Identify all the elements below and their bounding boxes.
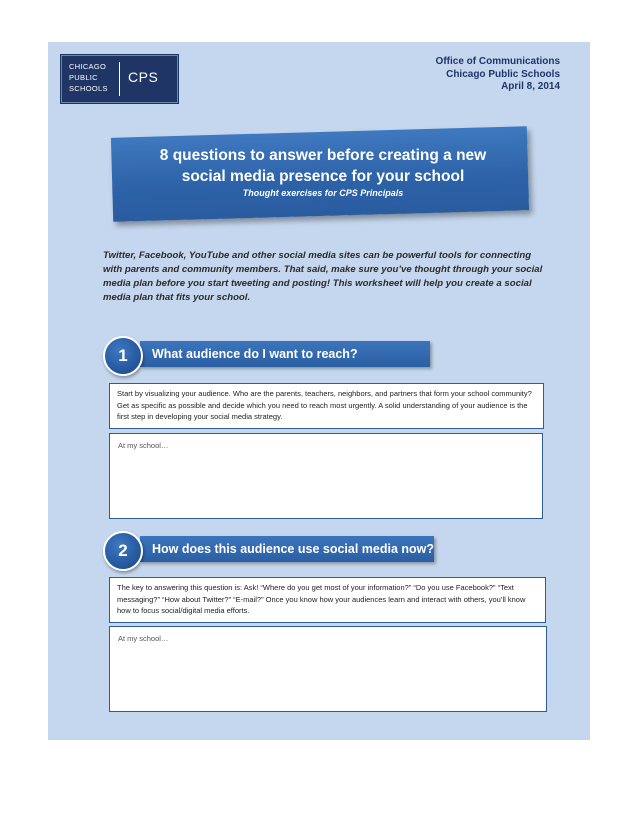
office-name: Office of Communications [435, 56, 560, 67]
org-name: Chicago Public Schools [446, 68, 560, 80]
page-subtitle: Thought exercises for CPS Principals [242, 188, 404, 198]
question-2-number-badge: 2 [103, 531, 143, 571]
question-2-answer-box[interactable] [109, 626, 547, 712]
question-2-answer-placeholder: At my school… [118, 634, 169, 643]
title-banner-text [118, 145, 528, 198]
page-title-line-1: 8 questions to answer before creating a new [159, 147, 487, 164]
question-2-description: The key to answering this question is: Ask! “Where do you get most of your information?” “Do you use Facebook?” “Text messaging?” “How about Twitter?” “E-mail?” Once you know how your audiences learn and interact with others, you’ll know how to focus social/digital media efforts. [109, 577, 546, 623]
office-header [436, 56, 560, 94]
question-2-title: How does this audience use social media now? [152, 542, 435, 556]
question-1-description: Start by visualizing your audience. Who are the parents, teachers, neighbors, and partners that form your school community? Get as specific as possible and decide which you need to reach most urgently. A solid understanding of your audience is the first step in developing your social media strategy. [109, 383, 544, 429]
logo-divider [119, 62, 120, 96]
question-1-number-badge: 1 [103, 336, 143, 376]
question-1-answer-placeholder: At my school… [118, 441, 169, 450]
question-1-title: What audience do I want to reach? [152, 347, 358, 361]
cps-logo [61, 55, 178, 103]
question-1-header [140, 341, 430, 367]
question-1-answer-box[interactable] [109, 433, 543, 519]
logo-wordmark: CHICAGO PUBLIC SCHOOLS [69, 62, 108, 93]
logo-abbr: CPS [128, 69, 159, 85]
intro-paragraph: Twitter, Facebook, YouTube and other social media sites can be powerful tools for connecting with parents and community members. That said, make sure you’ve thought through your social media plan before you start tweeting and posting! This worksheet will help you create a social media plan that fits your school. [103, 250, 543, 303]
document-date: April 8, 2014 [501, 81, 560, 92]
question-2-header [140, 536, 434, 562]
page-title-line-2: social media presence for your school [181, 168, 465, 185]
